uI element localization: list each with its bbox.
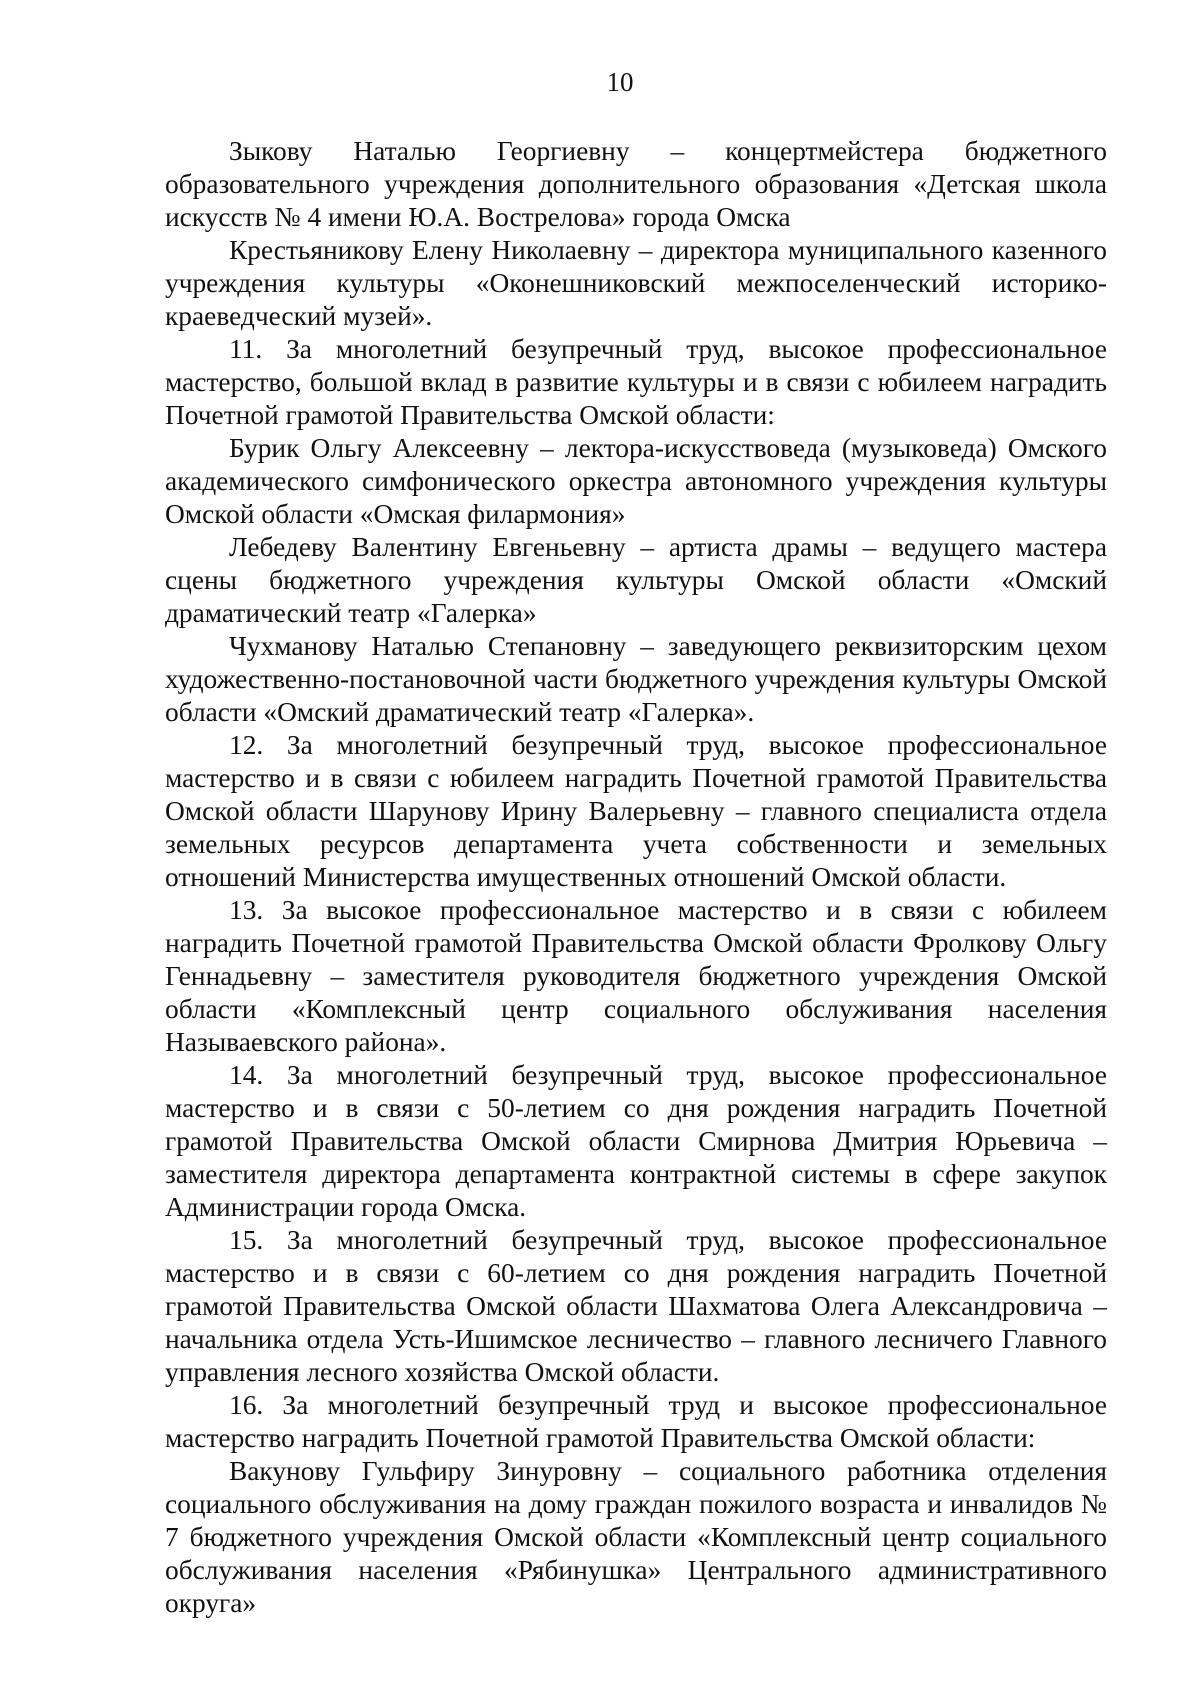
- page-number: 10: [606, 67, 634, 97]
- paragraph-item-13: 13. За высокое профессиональное мастерство и в связи с юбилеем наградить Почетной грамотой Правительства Омской области Фролкову Ольгу Геннадьевну – заместителя руководителя бюджетного учреждения Омской области «Комплексный центр социального обслуживания населения Называевского района».: [165, 895, 1107, 1057]
- paragraph-krestyanikova: Крестьяникову Елену Николаевну – директора муниципального казенного учреждения культуры «Оконешниковский межпоселенческий историко-краеведческий музей».: [165, 235, 1107, 331]
- paragraph-item-14: 14. За многолетний безупречный труд, высокое профессиональное мастерство и в связи с 50-летием со дня рождения наградить Почетной грамотой Правительства Омской области Смирнова Дмитрия Юрьевича – заместителя директора департамента контрактной системы в сфере закупок Администрации города Омска.: [165, 1060, 1107, 1222]
- paragraph-item-15: 15. За многолетний безупречный труд, высокое профессиональное мастерство и в связи с 60-летием со дня рождения наградить Почетной грамотой Правительства Омской области Шахматова Олега Александровича – начальника отдела Усть-Ишимское лесничество – главного лесничего Главного управления лесного хозяйства Омской области.: [165, 1225, 1107, 1387]
- paragraph-item-11: 11. За многолетний безупречный труд, высокое профессиональное мастерство, большой вклад в развитие культуры и в связи с юбилеем наградить Почетной грамотой Правительства Омской области:: [165, 334, 1107, 430]
- document-body: [165, 135, 1107, 1620]
- paragraph-zykova: Зыкову Наталью Георгиевну – концертмейстера бюджетного образовательного учреждения дополнительного образования «Детская школа искусств № 4 имени Ю.А. Вострелова» города Омска: [165, 136, 1107, 232]
- paragraph-item-12: 12. За многолетний безупречный труд, высокое профессиональное мастерство и в связи с юбилеем наградить Почетной грамотой Правительства Омской области Шарунову Ирину Валерьевну – главного специалиста отдела земельных ресурсов департамента учета собственности и земельных отношений Министерства имущественных отношений Омской области.: [165, 730, 1107, 892]
- paragraph-chukhmanova: Чухманову Наталью Степановну – заведующего реквизиторским цехом художественно-постановочной части бюджетного учреждения культуры Омской области «Омский драматический театр «Галерка».: [165, 631, 1107, 727]
- paragraph-item-16: 16. За многолетний безупречный труд и высокое профессиональное мастерство наградить Почетной грамотой Правительства Омской области:: [165, 1390, 1107, 1453]
- paragraph-burik: Бурик Ольгу Алексеевну – лектора-искусствоведа (музыковеда) Омского академического симфонического оркестра автономного учреждения культуры Омской области «Омская филармония»: [165, 433, 1107, 529]
- paragraph-vakunova: Вакунову Гульфиру Зинуровну – социального работника отделения социального обслуживания на дому граждан пожилого возраста и инвалидов № 7 бюджетного учреждения Омской области «Комплексный центр социального обслуживания населения «Рябинушка» Центрального административного округа»: [165, 1456, 1107, 1618]
- paragraph-lebedeva: Лебедеву Валентину Евгеньевну – артиста драмы – ведущего мастера сцены бюджетного учреждения культуры Омской области «Омский драматический театр «Галерка»: [165, 532, 1107, 628]
